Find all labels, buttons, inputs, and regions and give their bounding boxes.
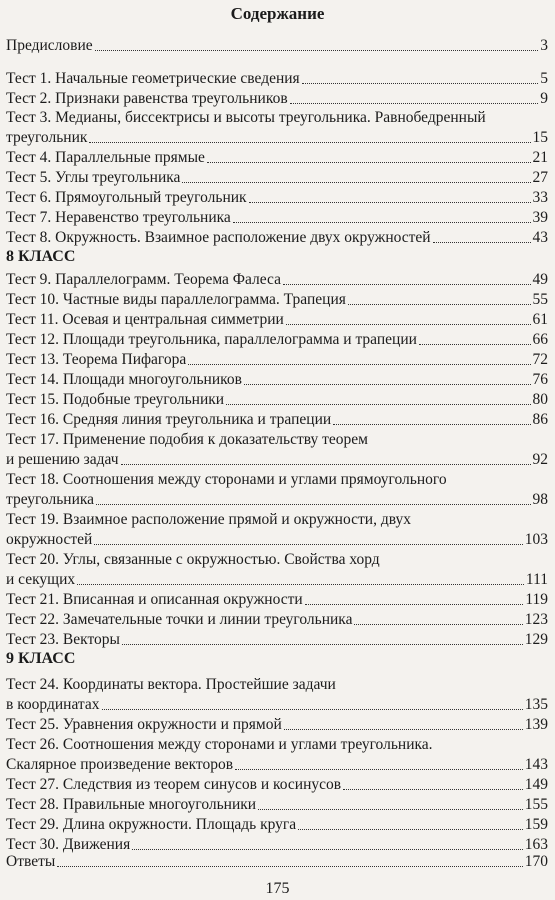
section-heading-grade9: 9 КЛАСС xyxy=(6,650,76,667)
toc-entry-text: Тест 9. Параллелограмм. Теорема Фалеса xyxy=(6,271,282,288)
leader-dots xyxy=(132,835,523,850)
leader-dots xyxy=(95,36,539,51)
toc-entry-title-line: Тест 20. Углы, связанные с окружностью. Свойства хорд xyxy=(6,551,380,568)
toc-entry-preface xyxy=(6,36,548,56)
toc-entry-text: Тест 2. Признаки равенства треугольников xyxy=(6,90,288,107)
page-title: Содержание xyxy=(230,4,325,23)
toc-entry xyxy=(6,270,548,290)
toc-entry-page: 98 xyxy=(532,491,548,508)
toc-entry-page: 86 xyxy=(532,411,548,428)
toc-entry-page: 159 xyxy=(524,816,548,833)
toc-entry-text: Тест 4. Параллельные прямые xyxy=(6,149,205,166)
toc-entry-text: Тест 10. Частные виды параллелограмма. Трапеция xyxy=(6,291,346,308)
toc-entry-text: и решению задач xyxy=(6,451,119,468)
toc-entry-page: 49 xyxy=(532,271,548,288)
toc-entry-page: 111 xyxy=(525,571,548,588)
toc-entry xyxy=(6,815,548,835)
leader-dots xyxy=(286,310,531,325)
leader-dots xyxy=(89,128,530,143)
toc-entry-text: треугольник xyxy=(6,129,88,146)
toc-entry-page: 33 xyxy=(532,189,548,206)
leader-dots xyxy=(348,290,531,305)
toc-entry-page: 27 xyxy=(532,169,548,186)
toc-entry-page: 39 xyxy=(532,209,548,226)
leader-dots xyxy=(249,188,531,203)
leader-dots xyxy=(283,270,530,285)
leader-dots xyxy=(94,530,522,545)
toc-entry-text: Тест 8. Окружность. Взаимное расположение двух окружностей xyxy=(6,229,431,246)
toc-entry-text: треугольника xyxy=(6,491,95,508)
toc-entry-title-line: Тест 26. Соотношения между сторонами и углами треугольника. xyxy=(6,736,433,753)
toc-entry xyxy=(6,188,548,208)
toc-entry-page: 21 xyxy=(532,149,548,166)
leader-dots xyxy=(354,610,522,625)
leader-dots xyxy=(433,228,531,243)
toc-entry xyxy=(6,310,548,330)
toc-entry-page: 80 xyxy=(532,391,548,408)
leader-dots xyxy=(96,490,530,505)
leader-dots xyxy=(258,795,523,810)
leader-dots xyxy=(77,570,524,585)
toc-entry xyxy=(6,208,548,228)
toc-entry xyxy=(6,795,548,815)
leader-dots xyxy=(102,695,523,710)
toc-entry-page: 76 xyxy=(532,371,548,388)
toc-entry-text: Тест 6. Прямоугольный треугольник xyxy=(6,189,247,206)
toc-entry-text: Тест 14. Площади многоугольников xyxy=(6,371,242,388)
toc-entry-text: Тест 23. Векторы xyxy=(6,631,120,648)
toc-entry-text: Тест 22. Замечательные точки и линии треугольника xyxy=(6,611,353,628)
toc-entry-text: Тест 21. Вписанная и описанная окружности xyxy=(6,591,303,608)
leader-dots xyxy=(188,350,530,365)
toc-entry-page: 103 xyxy=(524,531,548,548)
toc-entry-page: 155 xyxy=(524,796,548,813)
toc-entry-answers xyxy=(6,852,548,872)
toc-entry-text: Тест 15. Подобные треугольники xyxy=(6,391,225,408)
toc-entry-text: Тест 25. Уравнения окружности и прямой xyxy=(6,716,282,733)
leader-dots xyxy=(244,370,531,385)
toc-entry-page: 123 xyxy=(524,611,548,628)
toc-entry-text: Скалярное произведение векторов xyxy=(6,756,234,773)
leader-dots xyxy=(57,852,522,867)
toc-entry-page: 55 xyxy=(532,291,548,308)
toc-entry-page: 5 xyxy=(540,70,548,87)
leader-dots xyxy=(305,590,524,605)
toc-entry-page: 3 xyxy=(540,37,548,54)
toc-entry-text: Тест 28. Правильные многоугольники xyxy=(6,796,257,813)
toc-entry-title-line: Тест 3. Медианы, биссектрисы и высоты треугольника. Равнобедренный xyxy=(6,109,486,126)
toc-entry-text: Тест 12. Площади треугольника, параллелограмма и трапеции xyxy=(6,331,417,348)
toc-entry-text: Тест 29. Длина окружности. Площадь круга xyxy=(6,816,297,833)
toc-entry-text: Тест 13. Теорема Пифагора xyxy=(6,351,187,368)
toc-entry xyxy=(6,490,548,510)
leader-dots xyxy=(207,148,531,163)
leader-dots xyxy=(419,330,531,345)
toc-entry-text: Тест 30. Движения xyxy=(6,836,131,853)
toc-entry xyxy=(6,168,548,188)
leader-dots xyxy=(343,775,523,790)
toc-entry-page: 170 xyxy=(524,853,548,870)
toc-entry xyxy=(6,530,548,550)
toc-entry xyxy=(6,410,548,430)
toc-entry-title-line: Тест 19. Взаимное расположение прямой и окружности, двух xyxy=(6,511,411,528)
page-number: 175 xyxy=(265,880,290,897)
toc-entry-page: 129 xyxy=(524,631,548,648)
leader-dots xyxy=(284,715,523,730)
toc-entry-page: 139 xyxy=(524,716,548,733)
toc-entry-page: 119 xyxy=(525,591,548,608)
toc-entry xyxy=(6,69,548,89)
toc-entry xyxy=(6,630,548,650)
toc-entry-text: Тест 16. Средняя линия треугольника и трапеции xyxy=(6,411,332,428)
toc-entry-text: Тест 5. Углы треугольника xyxy=(6,169,181,186)
leader-dots xyxy=(182,168,530,183)
toc-entry-page: 15 xyxy=(532,129,548,146)
toc-entry-page: 43 xyxy=(532,229,548,246)
leader-dots xyxy=(333,410,530,425)
toc-entry xyxy=(6,570,548,590)
toc-entry xyxy=(6,290,548,310)
toc-entry xyxy=(6,715,548,735)
toc-entry xyxy=(6,128,548,148)
toc-entry-page: 61 xyxy=(532,311,548,328)
toc-entry xyxy=(6,610,548,630)
leader-dots xyxy=(226,390,530,405)
toc-entry xyxy=(6,228,548,248)
leader-dots xyxy=(122,630,523,645)
toc-entry xyxy=(6,450,548,470)
toc-entry-page: 72 xyxy=(532,351,548,368)
toc-entry-text: Ответы xyxy=(6,853,56,870)
toc-entry xyxy=(6,330,548,350)
toc-entry-text: Тест 1. Начальные геометрические сведения xyxy=(6,70,300,87)
toc-entry-text: Тест 7. Неравенство треугольника xyxy=(6,209,231,226)
toc-entry-page: 66 xyxy=(532,331,548,348)
toc-entry-title-line: Тест 18. Соотношения между сторонами и углами прямоугольного xyxy=(6,471,447,488)
toc-entry-page: 149 xyxy=(524,776,548,793)
toc-entry-title-line: Тест 17. Применение подобия к доказательству теорем xyxy=(6,431,368,448)
toc-entry xyxy=(6,148,548,168)
toc-entry-text: в координатах xyxy=(6,696,100,713)
toc-entry xyxy=(6,390,548,410)
toc-entry xyxy=(6,755,548,775)
toc-entry xyxy=(6,590,548,610)
toc-entry xyxy=(6,370,548,390)
toc-entry-text: окружностей xyxy=(6,531,93,548)
toc-entry-text: Тест 11. Осевая и центральная симметрии xyxy=(6,311,284,328)
toc-entry-text: Предисловие xyxy=(6,37,93,54)
toc-entry xyxy=(6,775,548,795)
toc-entry-page: 143 xyxy=(524,756,548,773)
toc-entry-text: и секущих xyxy=(6,571,76,588)
leader-dots xyxy=(235,755,523,770)
toc-entry-title-line: Тест 24. Координаты вектора. Простейшие задачи xyxy=(6,676,336,693)
toc-entry xyxy=(6,695,548,715)
toc-entry-page: 135 xyxy=(524,696,548,713)
section-heading-grade8: 8 КЛАСС xyxy=(6,248,76,265)
toc-entry-page: 92 xyxy=(532,451,548,468)
toc-entry xyxy=(6,89,548,109)
leader-dots xyxy=(121,450,531,465)
leader-dots xyxy=(302,69,539,84)
toc-entry-page: 163 xyxy=(524,836,548,853)
toc-entry xyxy=(6,350,548,370)
leader-dots xyxy=(290,89,539,104)
leader-dots xyxy=(298,815,523,830)
toc-entry-text: Тест 27. Следствия из теорем синусов и косинусов xyxy=(6,776,342,793)
leader-dots xyxy=(233,208,531,223)
toc-entry-page: 9 xyxy=(540,90,548,107)
